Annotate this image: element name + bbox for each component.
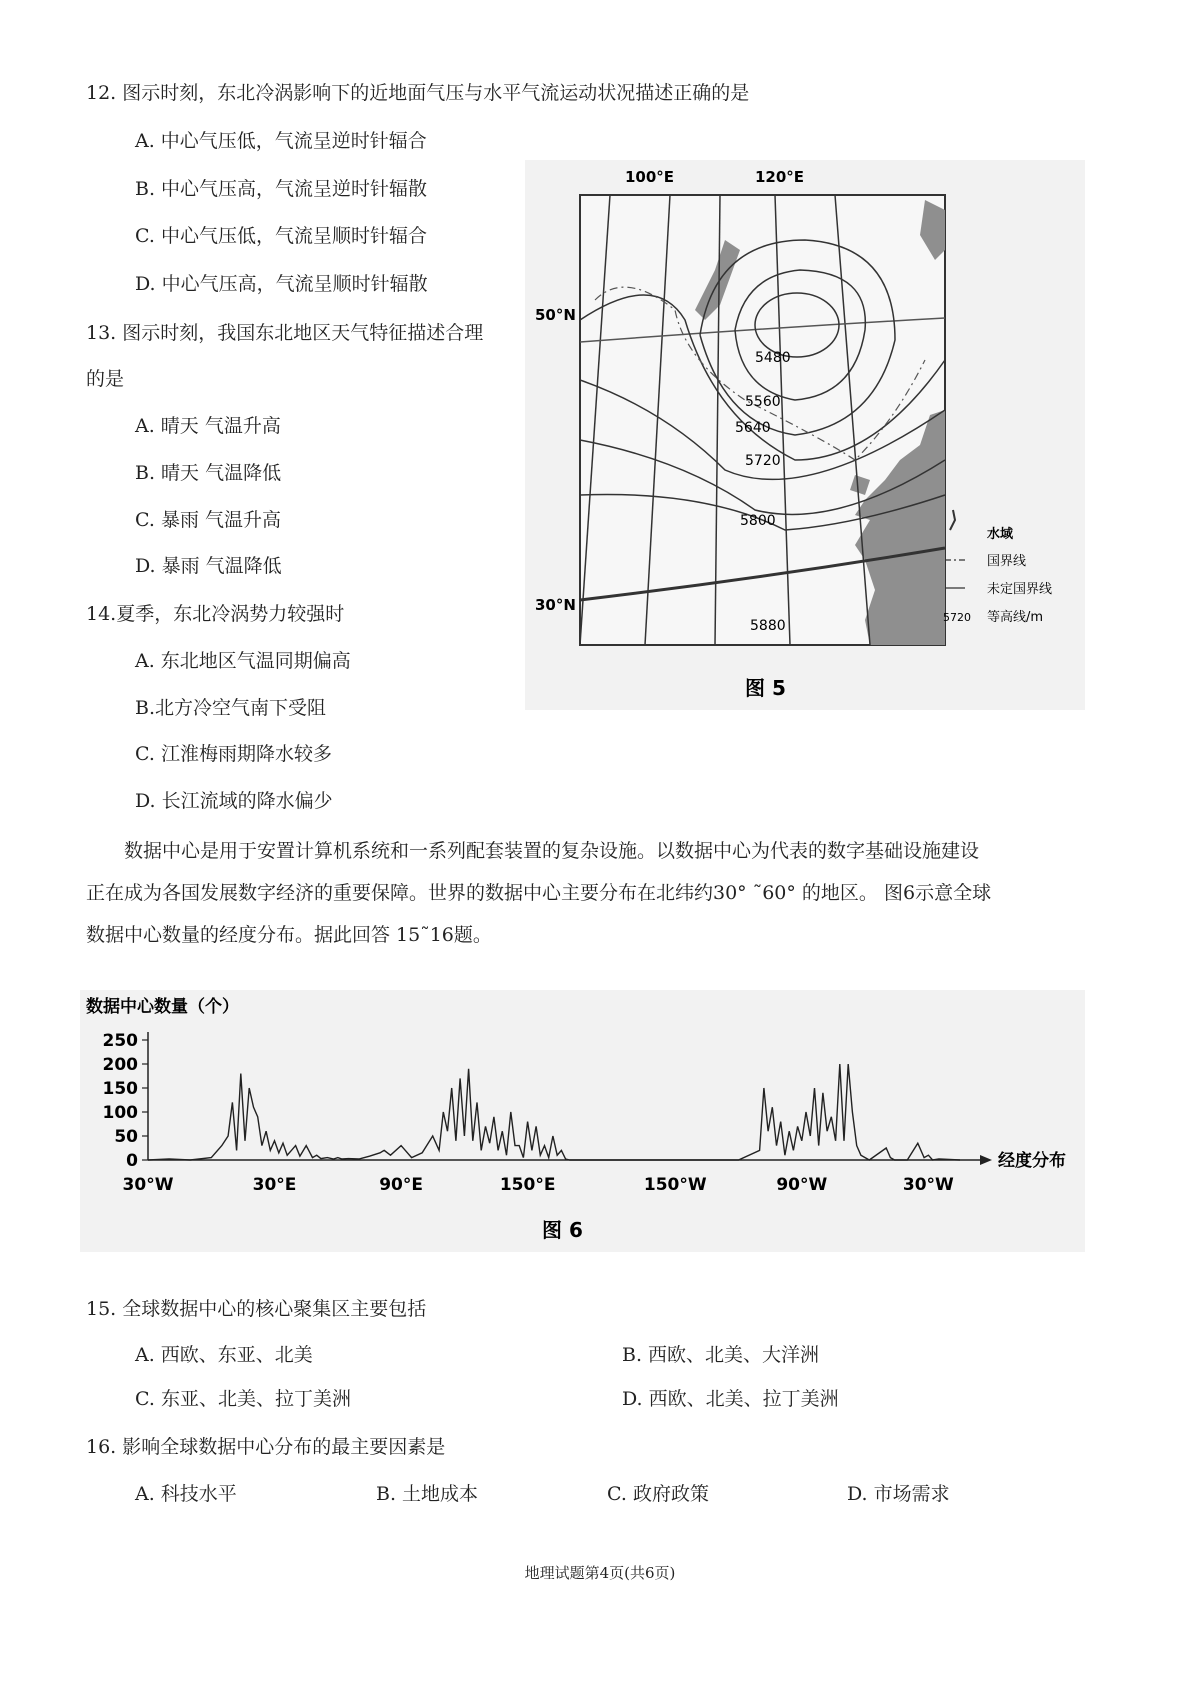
q13-stem: 13. 图示时刻，我国东北地区天气特征描述合理 — [86, 322, 484, 344]
figure-5-map — [525, 160, 1085, 710]
contour-label-5720: 5720 — [745, 453, 781, 469]
passage-line-1: 数据中心是用于安置计算机系统和一系列配套装置的复杂设施。以数据中心为代表的数字基础设施建设 — [124, 840, 980, 862]
q16-option-d[interactable]: D. 市场需求 — [847, 1483, 950, 1505]
q12-option-c[interactable]: C. 中心气压低，气流呈顺时针辐合 — [135, 225, 427, 247]
q13-option-a[interactable]: A. 晴天 气温升高 — [135, 415, 281, 437]
x-tick-label: 150°E — [499, 1175, 556, 1195]
y-tick-label: 250 — [102, 1031, 138, 1051]
x-axis-arrow — [980, 1155, 992, 1165]
q14-stem: 14.夏季，东北冷涡势力较强时 — [86, 603, 345, 625]
lon-label-120e: 120°E — [755, 168, 805, 186]
q13-option-c[interactable]: C. 暴雨 气温升高 — [135, 509, 281, 531]
q16-stem: 16. 影响全球数据中心分布的最主要因素是 — [86, 1436, 446, 1458]
page-footer: 地理试题第4页(共6页) — [524, 1564, 676, 1582]
y-ticks — [103, 1031, 149, 1171]
q13-stem-cont: 的是 — [86, 368, 125, 390]
legend-contour: 等高线/m — [987, 610, 1044, 625]
passage — [86, 830, 1076, 956]
y-tick-label: 200 — [102, 1055, 138, 1075]
lon-label-100e: 100°E — [625, 168, 675, 186]
q15-stem: 15. 全球数据中心的核心聚集区主要包括 — [86, 1298, 427, 1320]
q12-option-a[interactable]: A. 中心气压低，气流呈逆时针辐合 — [135, 130, 427, 152]
figure-5-caption: 图 5 — [745, 676, 786, 700]
chart-series-line — [148, 1064, 960, 1160]
q12-option-d[interactable]: D. 中心气压高，气流呈顺时针辐散 — [135, 273, 428, 295]
q14-option-a[interactable]: A. 东北地区气温同期偏高 — [135, 650, 351, 672]
q13-option-b[interactable]: B. 晴天 气温降低 — [135, 462, 282, 484]
q16-option-c[interactable]: C. 政府政策 — [607, 1483, 709, 1505]
y-tick-label: 0 — [126, 1151, 138, 1171]
legend-contour-sample: 5720 — [943, 611, 971, 624]
legend-border: 国界线 — [987, 554, 1027, 569]
chart-xlabel: 经度分布 — [998, 1151, 1066, 1171]
contour-label-5480: 5480 — [755, 350, 791, 366]
x-tick-label: 30°W — [122, 1175, 174, 1195]
contour-label-5560: 5560 — [745, 394, 781, 410]
x-ticks — [123, 1175, 955, 1195]
x-tick-label: 150°W — [643, 1175, 707, 1195]
contour-label-5880: 5880 — [750, 618, 786, 634]
q16-option-a[interactable]: A. 科技水平 — [135, 1483, 237, 1505]
lat-label-30n: 30°N — [535, 596, 576, 614]
legend-water: 水域 — [987, 527, 1014, 542]
q13-option-d[interactable]: D. 暴雨 气温降低 — [135, 555, 282, 577]
figure-5 — [525, 160, 1085, 710]
q15-option-d[interactable]: D. 西欧、北美、拉丁美洲 — [622, 1388, 839, 1410]
q14-option-d[interactable]: D. 长江流域的降水偏少 — [135, 790, 333, 812]
contour-label-5800: 5800 — [740, 513, 776, 529]
y-tick-label: 150 — [102, 1079, 138, 1099]
legend-undefined-border: 未定国界线 — [987, 582, 1053, 597]
x-tick-label: 90°E — [379, 1175, 423, 1195]
figure-6-chart — [80, 990, 1085, 1252]
q14-option-b[interactable]: B.北方冷空气南下受阻 — [135, 697, 327, 719]
figure-6-caption: 图 6 — [542, 1218, 583, 1242]
y-tick-label: 50 — [114, 1127, 138, 1147]
q12-stem: 12. 图示时刻，东北冷涡影响下的近地面气压与水平气流运动状况描述正确的是 — [86, 82, 750, 104]
legend-water-symbol — [950, 510, 955, 530]
q16-option-b[interactable]: B. 土地成本 — [376, 1483, 479, 1505]
lat-label-50n: 50°N — [535, 306, 576, 324]
q15-option-c[interactable]: C. 东亚、北美、拉丁美洲 — [135, 1388, 351, 1410]
contour-label-5640: 5640 — [735, 420, 771, 436]
figure-6 — [80, 990, 1085, 1252]
q14-option-c[interactable]: C. 江淮梅雨期降水较多 — [135, 743, 332, 765]
x-tick-label: 90°W — [776, 1175, 828, 1195]
passage-line-3: 数据中心数量的经度分布。据此回答 15˜16题。 — [86, 924, 492, 946]
q15-option-b[interactable]: B. 西欧、北美、大洋洲 — [622, 1344, 820, 1366]
x-tick-label: 30°W — [902, 1175, 954, 1195]
q12-option-b[interactable]: B. 中心气压高，气流呈逆时针辐散 — [135, 178, 428, 200]
chart-ylabel: 数据中心数量（个） — [86, 997, 239, 1017]
q15-option-a[interactable]: A. 西欧、东亚、北美 — [135, 1344, 313, 1366]
passage-line-2: 正在成为各国发展数字经济的重要保障。世界的数据中心主要分布在北纬约30° ˜60° 的地区。 图6示意全球 — [86, 882, 992, 904]
y-tick-label: 100 — [102, 1103, 138, 1123]
x-tick-label: 30°E — [252, 1175, 297, 1195]
